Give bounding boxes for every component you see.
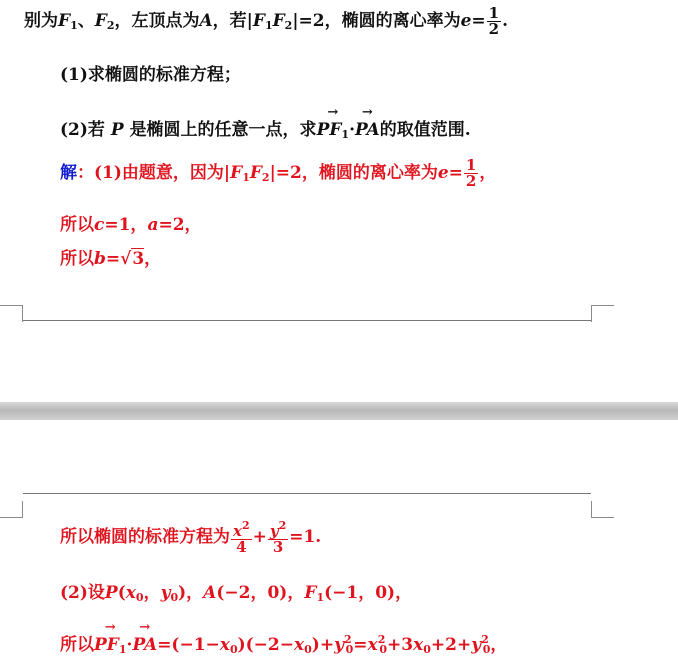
var: P [110,120,124,140]
text: + [252,527,267,547]
page-corner-bottom-right [591,305,614,322]
sup: 2 [377,633,386,646]
fraction [464,158,478,189]
denominator: 3 [272,538,284,556]
text: (−2，0)， [216,583,305,603]
var: c [94,215,105,235]
part2-dot-product [60,630,507,656]
var: x [233,522,242,540]
var: e [437,163,449,183]
sub: 1 [264,19,273,32]
var: F [58,11,71,31]
var: A [203,583,217,603]
text: 、 [77,11,95,31]
page-separator [0,402,678,420]
vector-pa [355,120,380,140]
radicand: 3 [132,249,145,269]
var: PF [316,120,342,140]
var: PA [132,635,158,655]
var: A [199,11,213,31]
sub: 1 [70,19,78,32]
var: PA [355,120,380,140]
var: P [104,583,118,603]
vector-pa [132,635,157,655]
question-2 [60,115,471,141]
solution-line-2 [60,210,202,235]
page-top-rule [23,493,591,494]
page-corner-top-left [0,501,23,518]
var: F [304,583,317,603]
text: +3 [387,635,414,655]
text: (2)设 [60,583,105,603]
var: e [460,11,472,31]
var: F [272,11,285,31]
text: |=2，椭圆的离心率为 [292,11,461,31]
numerator [268,520,288,540]
sub: 1 [242,171,250,184]
var: PF [94,635,119,655]
var: y [160,583,171,603]
sup: 2 [241,519,250,532]
numerator [231,520,252,540]
sub: 1 [341,128,350,141]
sub: 0 [229,643,238,656]
fraction [487,6,501,37]
text: +2+ [430,635,472,655]
sub: 0 [482,643,491,656]
var: F [252,11,265,31]
solution-line-1 [60,158,496,189]
sub: 0 [304,643,312,656]
var: y [269,522,279,540]
var: F [230,163,243,183]
denominator: 2 [465,172,477,190]
text: ，若| [212,11,253,31]
text: ， [144,249,162,269]
fraction-x2-over-4 [231,520,252,555]
text: 所以 [60,249,94,269]
page-corner-bottom-left [0,305,23,322]
vector-pf1 [317,120,350,141]
text: = [448,163,463,183]
sqrt-symbol: √ [120,249,132,269]
text: ， [143,583,161,603]
var: F [249,163,262,183]
text: )+ [311,635,335,655]
var: x [367,635,378,655]
text: =1. [289,527,322,547]
var: F [94,11,107,31]
equation-line [60,520,321,555]
var: x [413,635,424,655]
text: 是椭圆上的任意一点，求 [129,120,317,140]
text: ( [117,583,126,603]
solution-label: 解 [60,163,77,183]
sub: 0 [423,643,431,656]
text: ， [479,163,497,183]
sup: 2 [343,633,352,646]
solution-line-3 [60,244,161,269]
text: =2， [158,215,202,235]
text: 所以 [60,635,94,655]
problem-line-1 [24,6,508,37]
text: ：(1)由题意，因为| [77,163,231,183]
sub: 0 [170,591,179,604]
var: x [219,635,230,655]
var: b [94,249,106,269]
page-corner-top-right [591,501,614,518]
question-1 [60,60,241,85]
sub: 0 [345,643,354,656]
sub: 0 [379,643,387,656]
text: (1)求椭圆的标准方程； [60,65,241,85]
var: a [147,215,159,235]
text: 所以 [60,215,94,235]
sub: 1 [118,643,127,656]
text: · [126,635,133,655]
text: = [353,635,368,655]
text: =1， [104,215,148,235]
text: |=2，椭圆的离心率为 [269,163,438,183]
sub: 2 [261,171,270,184]
text: )， [178,583,204,603]
text: = [105,249,121,269]
sub: 1 [316,591,325,604]
sup: 2 [481,633,489,646]
fraction-y2-over-3 [268,520,288,555]
text: 的取值范围. [379,120,471,140]
text: ， [490,635,508,655]
text: =(−1− [157,635,220,655]
text: 别为 [24,11,58,31]
text: . [502,11,509,31]
numerator: 1 [465,156,477,174]
sub: 2 [284,19,293,32]
page-bottom-rule [23,320,591,321]
text: = [471,11,486,31]
text: (2)若 [60,120,105,140]
var: y [471,635,482,655]
var: x [294,635,305,655]
text: ，左顶点为 [114,11,200,31]
numerator: 1 [488,4,500,22]
denominator: 4 [236,538,247,556]
vector-pf1 [94,635,127,656]
text: 所以椭圆的标准方程为 [60,527,230,547]
text: )(−2− [237,635,294,655]
denominator: 2 [488,20,500,38]
var: x [125,583,136,603]
sub: 2 [106,19,115,32]
sup: 2 [278,519,287,532]
text: (−1，0)， [324,583,413,603]
text: · [349,120,355,140]
var: y [334,635,344,655]
sub: 0 [135,591,144,604]
part2-setup [60,578,412,604]
